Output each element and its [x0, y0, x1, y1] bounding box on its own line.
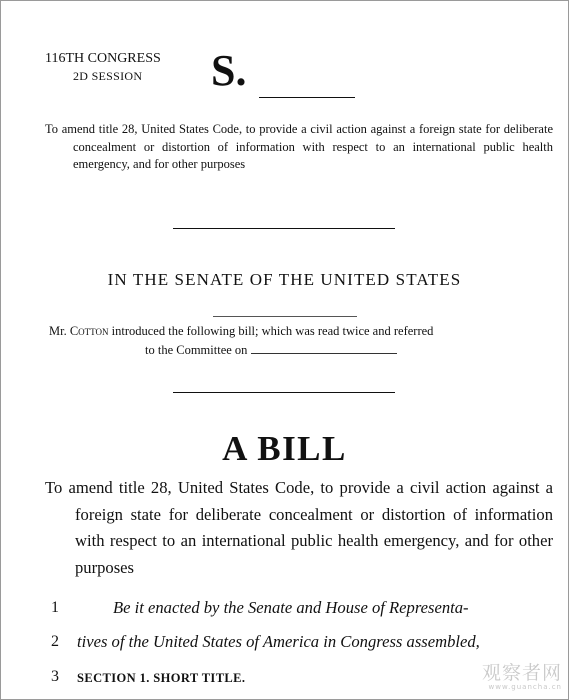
introduction-line-1: introduced the following bill; which was read twice and referred — [111, 324, 434, 338]
enacting-clause-line-2: tives of the United States of America in Congress assembled, — [77, 632, 480, 651]
watermark-url: www.guancha.cn — [488, 683, 562, 691]
bill-number-blank — [259, 97, 355, 98]
introduction-line-2: to the Committee on — [145, 343, 248, 357]
divider-bottom — [173, 392, 395, 393]
congress-label: 116TH CONGRESS — [45, 51, 161, 66]
short-description: To amend title 28, United States Code, to provide a civil action against a foreign state for deliberate concealment or distortion of information with respect to an international public health emergency, and for other purposes — [45, 122, 553, 171]
bill-number: S. — [211, 46, 247, 95]
divider-top — [173, 228, 395, 229]
introduction-text — [49, 322, 523, 360]
watermark — [482, 663, 562, 691]
enacting-clause-line-1: Be it enacted by the Senate and House of Representa- — [113, 598, 469, 617]
line-number: 1 — [51, 599, 59, 616]
date-blank-line — [213, 316, 357, 317]
long-title: To amend title 28, United States Code, to provide a civil action against a foreign state for deliberate concealment or distortion of information with respect to an international public health emergency, and for other purposes — [45, 478, 553, 577]
line-number: 2 — [51, 633, 59, 650]
line-number: 3 — [51, 668, 59, 685]
sponsor-name: Cotton — [69, 324, 109, 338]
watermark-text: 观察者网 — [481, 662, 562, 684]
section-title: SECTION 1. SHORT TITLE. — [77, 671, 246, 685]
session-label: 2D SESSION — [73, 69, 143, 83]
chamber-heading: IN THE SENATE OF THE UNITED STATES — [107, 270, 462, 289]
sponsor-prefix: Mr. — [49, 324, 67, 338]
committee-blank — [251, 343, 397, 354]
bill-heading: A BILL — [222, 429, 347, 468]
